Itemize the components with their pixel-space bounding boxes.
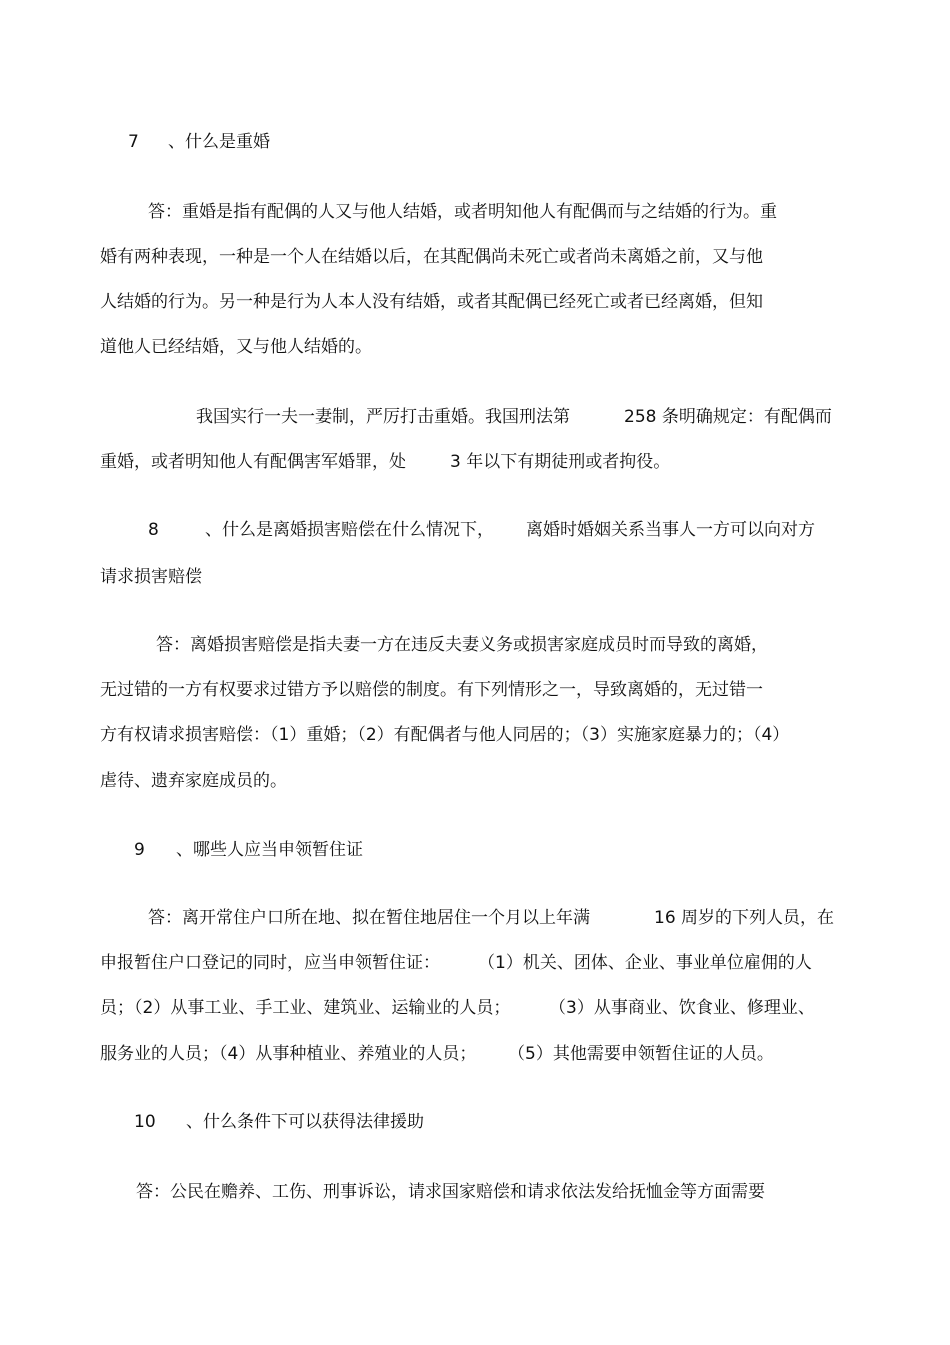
q8-answer-line-2: 无过错的一方有权要求过错方予以赔偿的制度。有下列情形之一，导致离婚的，无过错一 [100, 680, 763, 700]
q8-title-part-3: 请求损害赔偿 [100, 567, 202, 587]
q9-answer-line-4a: 服务业的人员；（4）从事种植业、养殖业的人员； [100, 1044, 477, 1064]
q9-number: 9 [134, 840, 145, 860]
q7-answer-line-4: 道他人已经结婚，又与他人结婚的。 [100, 337, 372, 357]
q8-title-part-2: 离婚时婚姻关系当事人一方可以向对方 [526, 520, 815, 540]
q8-answer-line-3: 方有权请求损害赔偿：（1）重婚；（2）有配偶者与他人同居的；（3）实施家庭暴力的；（4） [100, 725, 790, 745]
q8-answer-line-1: 答：离婚损害赔偿是指夫妻一方在违反夫妻义务或损害家庭成员时而导致的离婚， [156, 635, 768, 655]
q7-answer-line-3: 人结婚的行为。另一种是行为人本人没有结婚，或者其配偶已经死亡或者已经离婚，但知 [100, 292, 763, 312]
q10-number: 10 [134, 1112, 156, 1132]
q7-answer-line-1: 答：重婚是指有配偶的人又与他人结婚，或者明知他人有配偶而与之结婚的行为。重 [148, 202, 777, 222]
q7-paragraph2-line-2b: 3 年以下有期徒刑或者拘役。 [450, 452, 671, 472]
q9-answer-line-1a: 答：离开常住户口所在地、拟在暂住地居住一个月以上年满 [148, 908, 590, 928]
q7-title: 、什么是重婚 [168, 132, 270, 152]
q8-number: 8 [148, 520, 159, 540]
q8-title-part-1: 、什么是离婚损害赔偿在什么情况下， [205, 520, 494, 540]
q7-paragraph2-line-1a: 我国实行一夫一妻制，严厉打击重婚。我国刑法第 [196, 407, 570, 427]
q9-answer-line-1b: 16 周岁的下列人员，在 [654, 908, 835, 928]
q10-answer-line-1: 答：公民在赡养、工伤、刑事诉讼，请求国家赔偿和请求依法发给抚恤金等方面需要 [136, 1182, 765, 1202]
q9-answer-line-2a: 申报暂住户口登记的同时，应当申领暂住证： [100, 953, 440, 973]
q7-answer-line-2: 婚有两种表现，一种是一个人在结婚以后，在其配偶尚未死亡或者尚未离婚之前，又与他 [100, 247, 763, 267]
q9-answer-line-3b: （3）从事商业、饮食业、修理业、 [549, 998, 815, 1018]
q10-title: 、什么条件下可以获得法律援助 [186, 1112, 424, 1132]
q9-answer-line-3a: 员；（2）从事工业、手工业、建筑业、运输业的人员； [100, 998, 511, 1018]
q9-answer-line-4b: （5）其他需要申领暂住证的人员。 [508, 1044, 774, 1064]
q7-paragraph2-line-1b: 258 条明确规定：有配偶而 [624, 407, 832, 427]
q9-answer-line-2b: （1）机关、团体、企业、事业单位雇佣的人 [478, 953, 812, 973]
q9-title: 、哪些人应当申领暂住证 [176, 840, 363, 860]
q8-answer-line-4: 虐待、遗弃家庭成员的。 [100, 771, 287, 791]
q7-number: 7 [128, 132, 139, 152]
q7-paragraph2-line-2a: 重婚，或者明知他人有配偶害军婚罪，处 [100, 452, 406, 472]
